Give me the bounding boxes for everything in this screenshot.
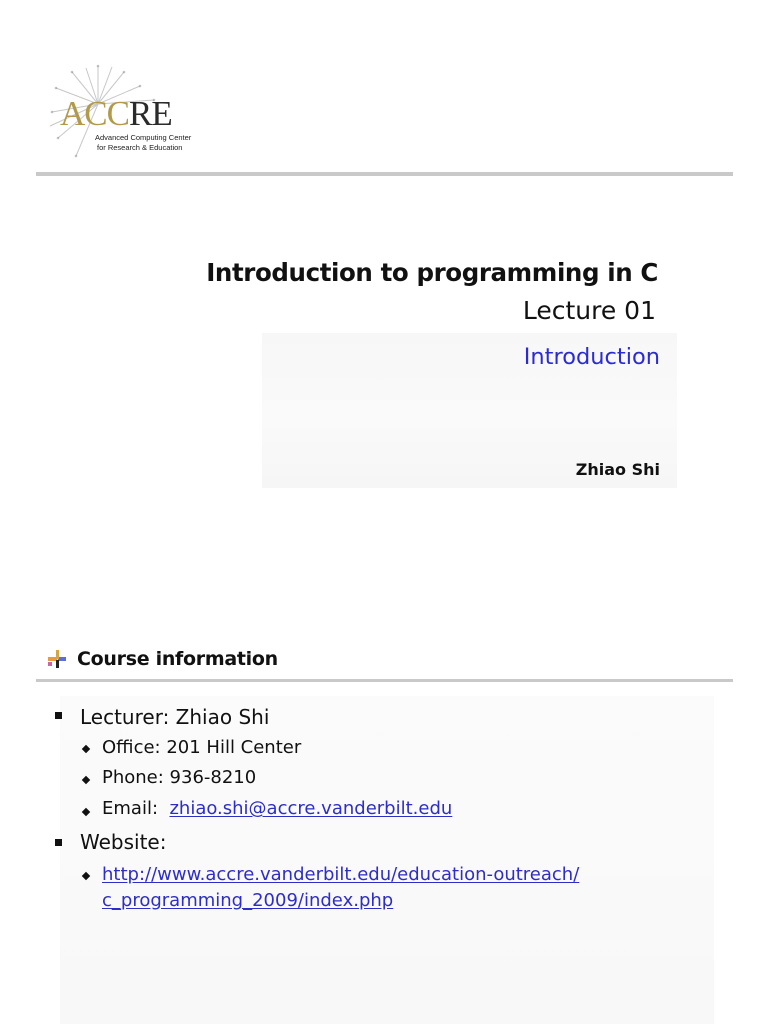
logo-word-gold: ACC [60, 94, 129, 133]
office-line: Office: 201 Hill Center [102, 737, 302, 758]
square-bullet-icon [55, 839, 62, 846]
accre-logo-wordmark [60, 96, 172, 131]
section-divider [36, 679, 733, 682]
square-bullet-icon [55, 712, 62, 719]
slide-title: Introduction to programming in C [206, 258, 658, 287]
lecturer-line: Lecturer: Zhiao Shi [80, 705, 270, 729]
email-label: Email: [102, 798, 159, 819]
lecture-number: Lecture 01 [522, 296, 656, 325]
website-line: Website: [80, 830, 167, 854]
section-title: Course information [77, 648, 278, 670]
logo-tagline-line2: for Research & Education [97, 143, 183, 152]
section-bullet-icon [46, 648, 68, 670]
author-name: Zhiao Shi [575, 460, 660, 479]
phone-line: Phone: 936-8210 [102, 767, 257, 788]
header-divider [36, 172, 733, 176]
email-link[interactable]: zhiao.shi@accre.vanderbilt.edu [169, 798, 453, 819]
logo-tagline-line1: Advanced Computing Center [95, 133, 192, 142]
logo-word-dark: RE [128, 94, 172, 133]
url-line-1[interactable]: http://www.accre.vanderbilt.edu/education-outreach/ [102, 864, 580, 885]
lecture-topic: Introduction [523, 344, 660, 370]
website-url-link[interactable] [102, 862, 579, 914]
accre-logo-tagline [95, 133, 191, 153]
url-line-2[interactable]: c_programming_2009/index.php [102, 890, 394, 911]
email-line [102, 798, 452, 819]
